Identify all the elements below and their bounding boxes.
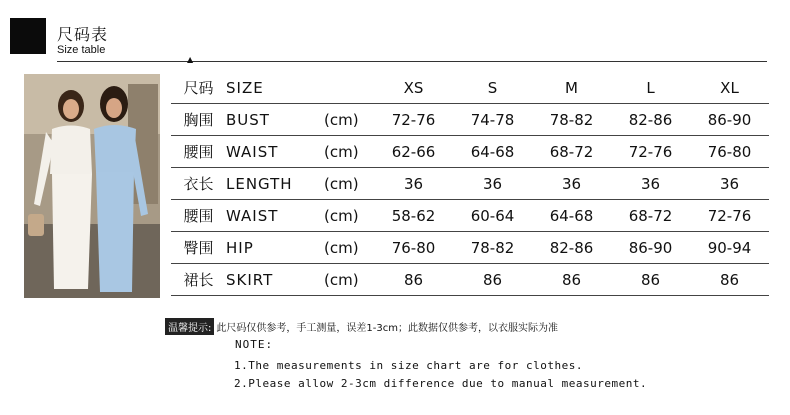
cell-value: 90-94 [690, 232, 769, 264]
header-divider [57, 61, 767, 62]
caret-icon: ▲ [187, 55, 194, 64]
size-m: M [532, 72, 611, 104]
row-label-cn: 臀围 [171, 232, 226, 264]
cell-value: 74-78 [453, 104, 532, 136]
cell-value: 72-76 [611, 136, 690, 168]
row-label-cn: 衣长 [171, 168, 226, 200]
table-row [171, 136, 769, 168]
table-row [171, 104, 769, 136]
size-xs: XS [374, 72, 453, 104]
cell-value: 36 [690, 168, 769, 200]
header-unit [324, 72, 374, 104]
model-photo [24, 74, 160, 298]
row-unit: (cm) [324, 168, 374, 200]
tip-badge: 温馨提示: [165, 318, 214, 335]
row-unit: (cm) [324, 104, 374, 136]
note-label: NOTE: [235, 338, 274, 351]
row-label-cn: 胸围 [171, 104, 226, 136]
cell-value: 86-90 [690, 104, 769, 136]
row-unit: (cm) [324, 200, 374, 232]
cell-value: 86 [532, 264, 611, 296]
cell-value: 72-76 [690, 200, 769, 232]
note-line-1: 1.The measurements in size chart are for clothes. [234, 359, 584, 372]
tip-text: 此尺码仅供参考，手工测量，误差1-3cm；此数据仅供参考，以衣服实际为准 [216, 323, 558, 334]
row-label-en: BUST [226, 104, 324, 136]
table-row [171, 232, 769, 264]
cell-value: 86 [374, 264, 453, 296]
row-label-en: LENGTH [226, 168, 324, 200]
size-s: S [453, 72, 532, 104]
row-label-cn: 腰围 [171, 136, 226, 168]
page-title-cn: 尺码表 [57, 25, 109, 44]
cell-value: 68-72 [532, 136, 611, 168]
table-row [171, 168, 769, 200]
cell-value: 36 [453, 168, 532, 200]
cell-value: 78-82 [453, 232, 532, 264]
row-label-en: WAIST [226, 136, 324, 168]
cell-value: 68-72 [611, 200, 690, 232]
size-xl: XL [690, 72, 769, 104]
cell-value: 82-86 [532, 232, 611, 264]
note-line-2: 2.Please allow 2-3cm difference due to manual measurement. [234, 377, 648, 390]
cell-value: 36 [374, 168, 453, 200]
size-table [171, 72, 769, 296]
table-header-row [171, 72, 769, 104]
cell-value: 36 [611, 168, 690, 200]
cell-value: 82-86 [611, 104, 690, 136]
cell-value: 64-68 [532, 200, 611, 232]
cell-value: 60-64 [453, 200, 532, 232]
row-label-en: HIP [226, 232, 324, 264]
row-unit: (cm) [324, 232, 374, 264]
size-l: L [611, 72, 690, 104]
tip-line [165, 318, 558, 335]
row-label-cn: 腰围 [171, 200, 226, 232]
cell-value: 62-66 [374, 136, 453, 168]
cell-value: 36 [532, 168, 611, 200]
cell-value: 78-82 [532, 104, 611, 136]
row-label-en: SKIRT [226, 264, 324, 296]
header-cn: 尺码 [171, 72, 226, 104]
row-unit: (cm) [324, 264, 374, 296]
table-row [171, 200, 769, 232]
cell-value: 86 [611, 264, 690, 296]
row-label-cn: 裙长 [171, 264, 226, 296]
header-en: SIZE [226, 72, 324, 104]
cell-value: 58-62 [374, 200, 453, 232]
header-square [10, 18, 46, 54]
row-unit: (cm) [324, 136, 374, 168]
row-label-en: WAIST [226, 200, 324, 232]
cell-value: 64-68 [453, 136, 532, 168]
cell-value: 72-76 [374, 104, 453, 136]
table-row [171, 264, 769, 296]
page-title-en: Size table [57, 44, 106, 56]
cell-value: 86 [690, 264, 769, 296]
cell-value: 86 [453, 264, 532, 296]
cell-value: 76-80 [690, 136, 769, 168]
cell-value: 76-80 [374, 232, 453, 264]
cell-value: 86-90 [611, 232, 690, 264]
